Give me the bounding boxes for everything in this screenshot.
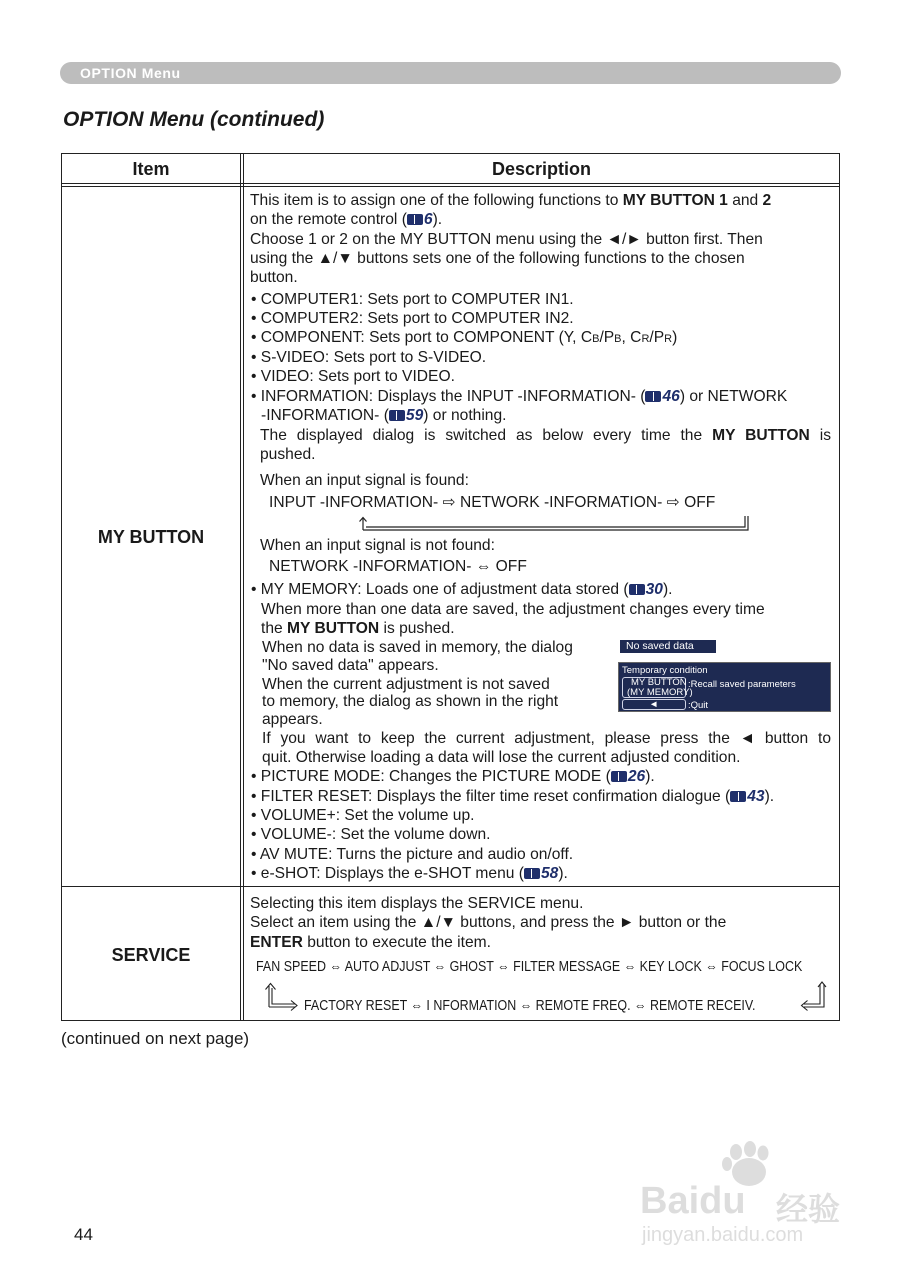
desc-line: Selecting this item displays the SERVICE menu. bbox=[250, 895, 584, 912]
desc-line: to memory, the dialog as shown in the right bbox=[262, 693, 559, 710]
book-icon bbox=[730, 791, 746, 802]
bullet-volume-up: • VOLUME+: Set the volume up. bbox=[251, 807, 475, 824]
bullet-s-video: • S-VIDEO: Sets port to S-VIDEO. bbox=[251, 349, 487, 366]
page-reference: 6 bbox=[423, 211, 433, 228]
desc-line: the MY BUTTON is pushed. bbox=[261, 620, 455, 637]
bullet-information: • INFORMATION: Displays the INPUT -INFORMATION- ( 46) or NETWORK bbox=[251, 388, 788, 405]
desc-line: -INFORMATION- ( 59) or nothing. bbox=[261, 407, 507, 424]
cycle-arrow-left-icon bbox=[264, 977, 304, 1013]
column-header-description: Description bbox=[491, 159, 592, 179]
watermark-url: jingyan.baidu.com bbox=[642, 1224, 804, 1246]
desc-line: The displayed dialog is switched as below every time the MY BUTTON is bbox=[260, 427, 832, 444]
page-reference: 43 bbox=[747, 788, 765, 805]
bullet-volume-down: • VOLUME-: Set the volume down. bbox=[251, 826, 491, 843]
continued-note: (continued on next page) bbox=[61, 1029, 250, 1048]
column-header-item: Item bbox=[132, 159, 170, 179]
baidu-watermark bbox=[638, 1140, 853, 1250]
table-row-divider bbox=[62, 886, 839, 887]
book-icon bbox=[611, 771, 627, 782]
section-header-label: OPTION Menu bbox=[80, 65, 181, 81]
bullet-video: • VIDEO: Sets port to VIDEO. bbox=[251, 368, 455, 385]
book-icon bbox=[645, 391, 661, 402]
desc-line: using the ▲/▼ buttons sets one of the following functions to the chosen bbox=[250, 250, 745, 267]
table-column-divider bbox=[240, 154, 241, 1020]
desc-line: button. bbox=[250, 269, 298, 286]
watermark-cn: 经验 bbox=[776, 1190, 841, 1228]
notfound-sequence: NETWORK -INFORMATION- ⇔ OFF bbox=[269, 558, 527, 575]
desc-line: If you want to keep the current adjustment, please press the ◄ button to bbox=[262, 730, 831, 747]
bullet-computer1: • COMPUTER1: Sets port to COMPUTER IN1. bbox=[251, 291, 574, 308]
desc-line: "No saved data" appears. bbox=[262, 657, 439, 674]
book-icon bbox=[524, 868, 540, 879]
page-reference: 58 bbox=[540, 865, 559, 882]
desc-line: ENTER button to execute the item. bbox=[250, 934, 491, 951]
table-header-divider bbox=[62, 183, 839, 184]
book-icon bbox=[629, 584, 645, 595]
dialog-left-arrow-icon: ◄ bbox=[649, 699, 659, 710]
book-icon bbox=[407, 214, 423, 225]
found-sequence: INPUT -INFORMATION- ⇨ NETWORK -INFORMATION- ⇨ OFF bbox=[269, 494, 716, 511]
row-item-my-button: MY BUTTON bbox=[97, 527, 205, 547]
bullet-picture-mode: • PICTURE MODE: Changes the PICTURE MODE ( 26). bbox=[251, 768, 655, 785]
bullet-av-mute: • AV MUTE: Turns the picture and audio on/off. bbox=[251, 846, 574, 863]
desc-line: Choose 1 or 2 on the MY BUTTON menu using the ◄/► button first. Then bbox=[250, 231, 763, 248]
book-icon bbox=[389, 410, 405, 421]
bullet-my-memory: • MY MEMORY: Loads one of adjustment data stored ( 30). bbox=[251, 581, 673, 598]
bullet-e-shot: • e-SHOT: Displays the e-SHOT menu ( 58). bbox=[251, 865, 568, 882]
notfound-label: When an input signal is not found: bbox=[260, 537, 495, 554]
service-sequence-top: FAN SPEED ⇔ AUTO ADJUST ⇔ GHOST ⇔ FILTER MESSAGE ⇔ KEY LOCK ⇔ FOCUS LOCK bbox=[256, 959, 803, 975]
watermark-brand: Baidu bbox=[640, 1180, 746, 1222]
desc-line: Select an item using the ▲/▼ buttons, and press the ► button or the bbox=[250, 914, 727, 931]
page-reference: 59 bbox=[405, 407, 424, 424]
dialog-mymemory-label: (MY MEMORY) bbox=[627, 687, 693, 698]
page-number: 44 bbox=[74, 1225, 93, 1244]
desc-line: This item is to assign one of the following functions to MY BUTTON 1 and 2 bbox=[250, 192, 772, 209]
desc-line: When no data is saved in memory, the dialog bbox=[262, 639, 573, 656]
desc-line: quit. Otherwise loading a data will lose the current adjusted condition. bbox=[262, 749, 741, 766]
found-label: When an input signal is found: bbox=[260, 472, 469, 489]
cycle-loop-arrow bbox=[355, 512, 755, 532]
desc-line: pushed. bbox=[260, 446, 316, 463]
temporary-condition-dialog bbox=[618, 662, 831, 712]
page-reference: 26 bbox=[627, 768, 646, 785]
table-header-divider-double bbox=[62, 186, 839, 187]
dialog-mybutton-label: MY BUTTON bbox=[631, 677, 687, 688]
desc-line: appears. bbox=[262, 711, 323, 728]
table-column-divider-double bbox=[243, 154, 244, 1020]
desc-line: When the current adjustment is not saved bbox=[262, 676, 550, 693]
page-reference: 30 bbox=[645, 581, 663, 598]
service-sequence-bottom: FACTORY RESET ⇔ I NFORMATION ⇔ REMOTE FREQ. ⇔ REMOTE RECEIV. bbox=[304, 998, 756, 1014]
cycle-arrow-right-icon bbox=[798, 977, 832, 1013]
no-saved-data-dialog: No saved data bbox=[620, 640, 716, 653]
desc-line: on the remote control ( 6). bbox=[250, 211, 443, 228]
bullet-filter-reset: • FILTER RESET: Displays the filter time reset confirmation dialogue ( 43). bbox=[251, 788, 775, 805]
bullet-computer2: • COMPUTER2: Sets port to COMPUTER IN2. bbox=[251, 310, 574, 327]
desc-line: When more than one data are saved, the adjustment changes every time bbox=[261, 601, 765, 618]
dialog-quit-label: :Quit bbox=[688, 700, 709, 711]
page-title: OPTION Menu (continued) bbox=[63, 108, 325, 131]
dialog-recall-label: :Recall saved parameters bbox=[688, 679, 796, 690]
row-item-service: SERVICE bbox=[111, 945, 191, 965]
page-reference: 46 bbox=[662, 388, 680, 405]
dialog-title: Temporary condition bbox=[622, 665, 708, 676]
bullet-component: • COMPONENT: Sets port to COMPONENT (Y, CB/PB, CR/PR) bbox=[251, 329, 678, 346]
